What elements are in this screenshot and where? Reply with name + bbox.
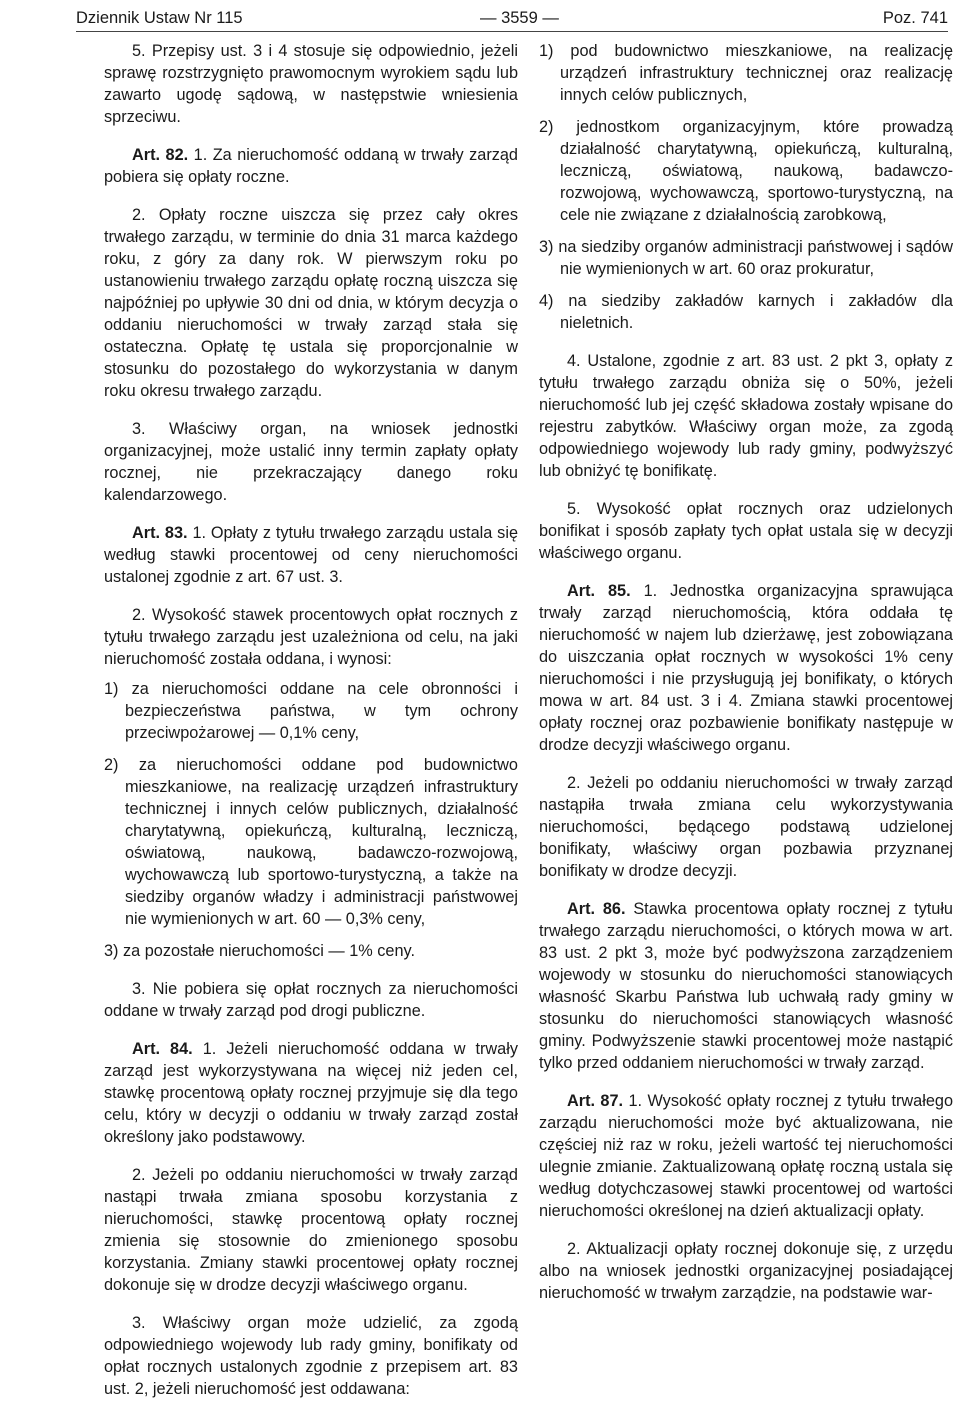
paragraph-text: 1. Jeżeli nieruchomość oddana w trwały zarząd jest wykorzystywana na więcej niż jeden cel, stawkę procentową opłaty rocznej przyjmuje się dla tego celu, który w decyzji o oddaniu w trwały zarząd został określony jako podstawowy.: [104, 1040, 518, 1146]
article-label: Art. 86.: [567, 900, 626, 918]
article-86-paragraph: [539, 898, 953, 1074]
left-column: [104, 40, 518, 1416]
article-87-paragraph-1: [539, 1090, 953, 1222]
article-label: Art. 84.: [132, 1040, 193, 1058]
right-column: [539, 40, 953, 1320]
paragraph: 4. Ustalone, zgodnie z art. 83 ust. 2 pkt 3, opłaty z tytułu trwałego zarządu obniża się o 50%, jeżeli nieruchomość lub jej część składowa zostały wpisane do rejestru zabytków. Właściwy organ może, za zgodą odpowiedniego wojewody lub rady gminy, podwyższyć lub obniżyć tę bonifikatę.: [539, 352, 953, 480]
paragraph-text: 1. Za nieruchomość oddaną w trwały zarząd pobiera się opłaty roczne.: [104, 146, 518, 186]
paragraph: 2. Jeżeli po oddaniu nieruchomości w trwały zarząd nastąpi trwała zmiana sposobu korzystania z nieruchomości, stawkę procentową opłaty rocznej zmienia się stosownie do zmienionego sposobu korzystania. Zmiany stawki procentowej opłaty rocznej dokonuje się w drodze decyzji właściwego organu.: [104, 1166, 518, 1294]
paragraph-text: 1. Opłaty z tytułu trwałego zarządu ustala się według stawki procentowej od ceny nieruchomości ustalonej zgodnie z art. 67 ust. 3.: [104, 524, 518, 586]
article-label: Art. 85.: [567, 582, 631, 600]
article-83-paragraph-1: [104, 522, 518, 588]
list-item: 3) za pozostałe nieruchomości — 1% ceny.: [104, 942, 415, 960]
position-number: Poz. 741: [882, 9, 948, 27]
paragraph-text: Stawka procentowa opłaty rocznej z tytułu trwałego zarządu nieruchomości, o których mowa w art. 83 ust. 2 pkt 3, może być podwyższona zarządzeniem wojewody w stosunku do nieruchomości stanowiących własność Skarbu Państwa lub uchwałą rady gminy w stosunku do nieruchomości stanowiących własność gminy. Podwyższenie stawki procentowej może nastąpić tylko przed oddaniem nieruchomości w trwały zarząd.: [539, 900, 953, 1072]
paragraph: 3. Nie pobiera się opłat rocznych za nieruchomości oddane w trwały zarząd pod drogi publiczne.: [104, 980, 518, 1020]
journal-title: Dziennik Ustaw Nr 115: [76, 9, 243, 27]
list-item: 1) pod budownictwo mieszkaniowe, na realizację urządzeń infrastruktury technicznej oraz realizację innych celów publicznych,: [539, 42, 953, 104]
article-82-paragraph-1: [104, 144, 518, 188]
list-item: 2) za nieruchomości oddane pod budownictwo mieszkaniowe, na realizację urządzeń infrastruktury technicznej i innych celów publicznych, działalność charytatywną, opiekuńczą, kulturalną, leczniczą, oświatową, naukową, badawczo-rozwojową, wychowawczą lub sportowo-turystyczną, a także na siedziby organów władzy i administracji państwowej nie wymienionych w art. 60 — 0,3% ceny,: [104, 756, 518, 928]
page-header: [76, 0, 948, 40]
paragraph: 5. Przepisy ust. 3 i 4 stosuje się odpowiednio, jeżeli sprawę rozstrzygnięto prawomocnym wyrokiem sądu lub zawarto ugodę sądową, w następstwie wniesienia sprzeciwu.: [104, 42, 518, 126]
paragraph-text: 1. Wysokość opłaty rocznej z tytułu trwałego zarządu nieruchomości może być aktualizowana, nie częściej niż raz w roku, jeżeli wartość tej nieruchomości ulegnie zmianie. Zaktualizowaną opłatę roczną ustala się według dotychczasowej stawki procentowej od wartości nieruchomości określonej na dzień aktualizacji opłaty.: [539, 1092, 953, 1220]
paragraph: 3. Właściwy organ może udzielić, za zgodą odpowiedniego wojewody lub rady gminy, bonifikaty od opłat rocznych ustalonych zgodnie z przepisem art. 83 ust. 2, jeżeli nieruchomość jest oddawana:: [104, 1314, 518, 1398]
paragraph: 2. Aktualizacji opłaty rocznej dokonuje się, z urzędu albo na wniosek jednostki organizacyjnej posiadającej nieruchomość w trwałym zarządzie, na podstawie war-: [539, 1240, 953, 1302]
paragraph-text: 1. Jednostka organizacyjna sprawująca trwały zarząd nieruchomością, która oddała tę nieruchomość w najem lub dzierżawę, jest zobowiązana do uiszczania opłat rocznych w wysokości 1% ceny nieruchomości i nie przysługują jej bonifikaty, o których mowa w art. 84 ust. 3 i 4. Zmiana stawki procentowej opłaty rocznej oraz pozbawienie bonifikaty następuje w drodze decyzji właściwego organu.: [539, 582, 953, 754]
list-item: 2) jednostkom organizacyjnym, które prowadzą działalność charytatywną, opiekuńczą, kulturalną, leczniczą, oświatową, naukową, badawczo-rozwojową, wychowawczą, sportowo-turystyczną, na cele nie związane z działalnością zarobkową,: [539, 118, 953, 224]
article-85-paragraph-1: [539, 580, 953, 756]
article-label: Art. 83.: [132, 524, 188, 542]
list-item: 1) za nieruchomości oddane na cele obronności i bezpieczeństwa państwa, w tym ochrony przeciwpożarowej — 0,1% ceny,: [104, 680, 518, 742]
paragraph: 3. Właściwy organ, na wniosek jednostki organizacyjnej, może ustalić inny termin zapłaty opłaty rocznej, nie przekraczający danego roku kalendarzowego.: [104, 420, 518, 504]
paragraph: 2. Jeżeli po oddaniu nieruchomości w trwały zarząd nastąpiła trwała zmiana celu wykorzystywania nieruchomości, będącego podstawą udzielonej bonifikaty, właściwy organ pozbawia przyznanej bonifikaty w drodze decyzji.: [539, 774, 953, 880]
article-84-paragraph-1: [104, 1038, 518, 1148]
paragraph: 5. Wysokość opłat rocznych oraz udzielonych bonifikat i sposób zapłaty tych opłat ustala się w decyzji właściwego organu.: [539, 500, 953, 562]
article-label: Art. 87.: [567, 1092, 624, 1110]
article-label: Art. 82.: [132, 146, 189, 164]
page-number: — 3559 —: [480, 9, 559, 27]
paragraph: 2. Wysokość stawek procentowych opłat rocznych z tytułu trwałego zarządu jest uzależniona od celu, na jaki nieruchomość została oddana, i wynosi:: [104, 606, 518, 668]
header-rule: [76, 31, 948, 32]
list-item: 3) na siedziby organów administracji państwowej i sądów nie wymienionych w art. 60 oraz prokuratur,: [539, 238, 953, 278]
paragraph: 2. Opłaty roczne uiszcza się przez cały okres trwałego zarządu, w terminie do dnia 31 marca każdego roku, z góry za dany rok. W pierwszym roku po ustanowieniu trwałego zarządu opłatę roczną uiszcza się najpóźniej po upływie 30 dni od dnia, w którym decyzja o oddaniu nieruchomości w trwały zarząd stała się ostateczna. Opłatę tę ustala się proporcjonalnie w stosunku do pozostałego do wykorzystania w danym roku okresu trwałego zarządu.: [104, 206, 518, 400]
list-item: 4) na siedziby zakładów karnych i zakładów dla nieletnich.: [539, 292, 953, 332]
